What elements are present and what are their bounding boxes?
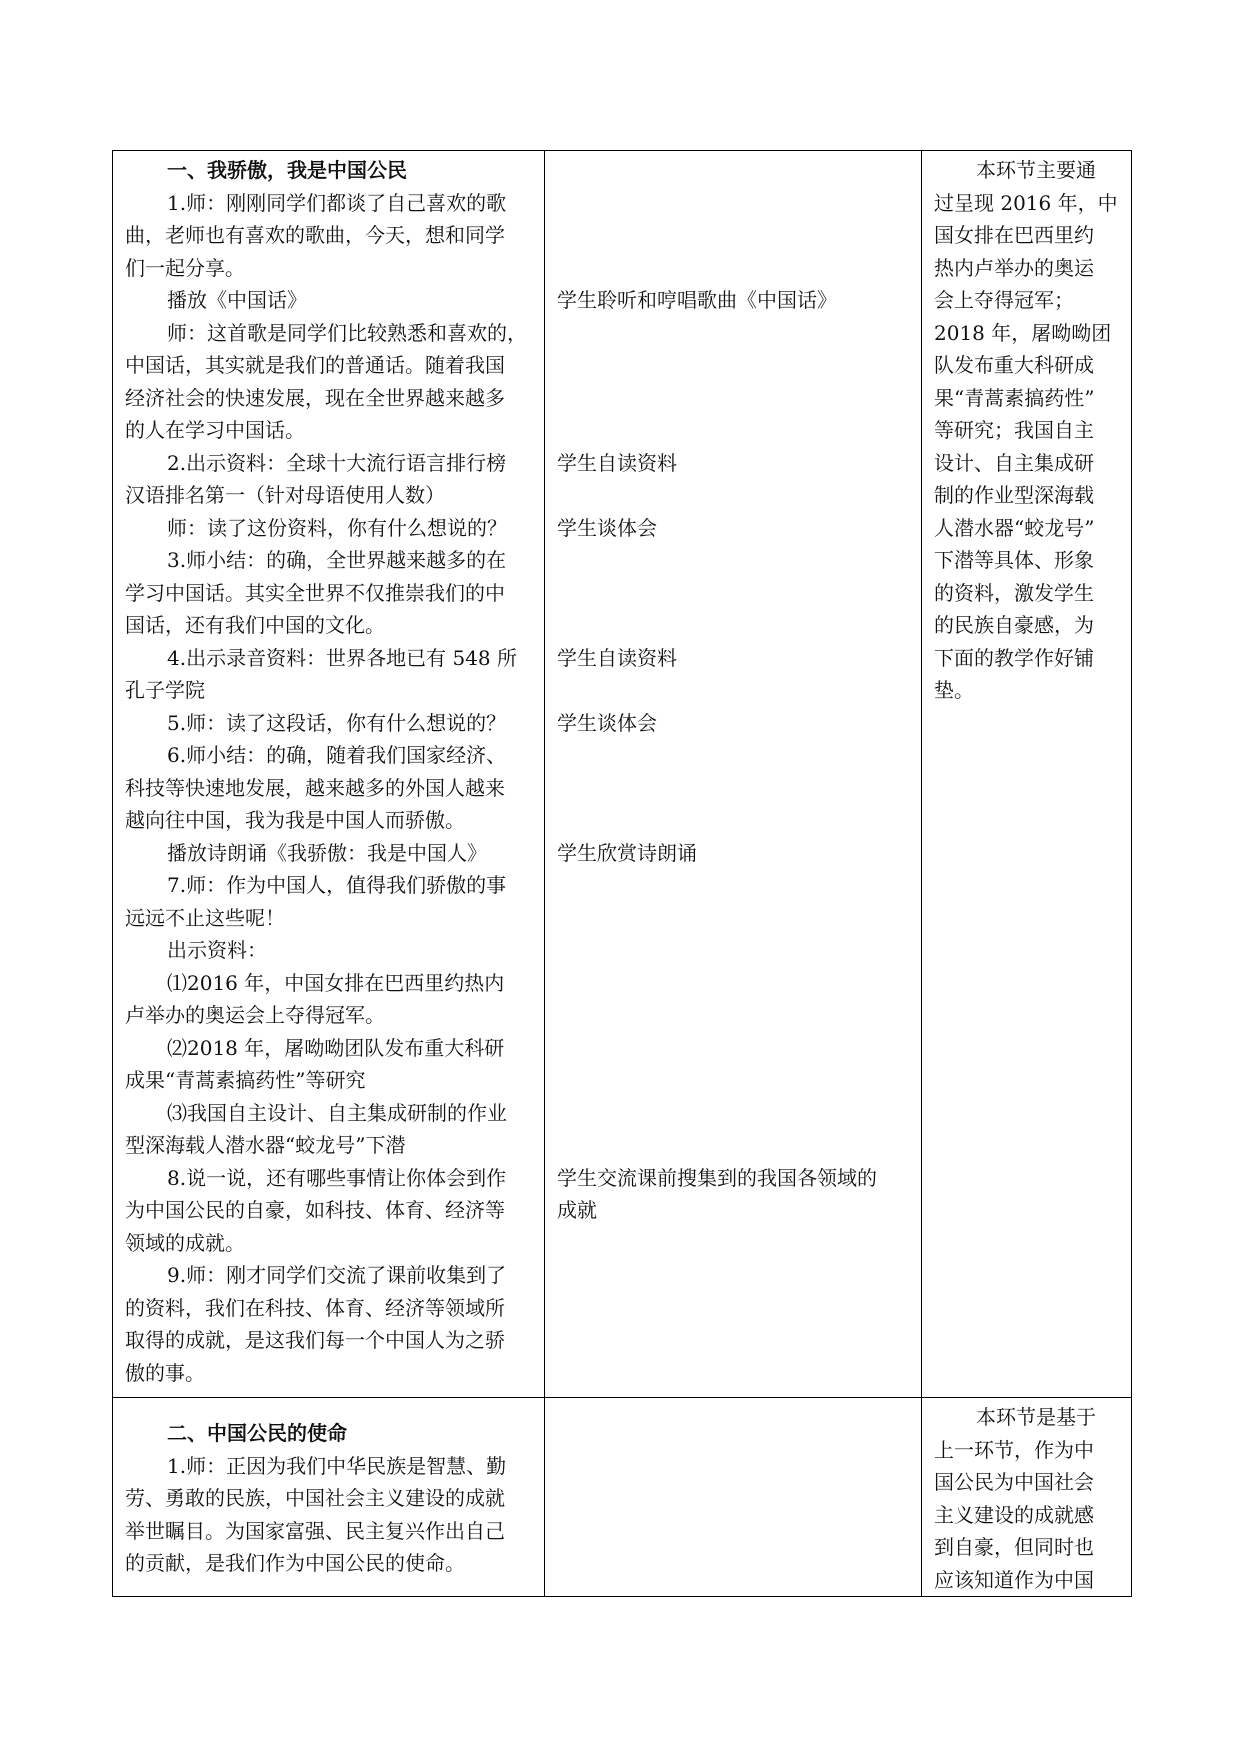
- text-line: 1.师：刚刚同学们都谈了自己喜欢的歌: [167, 190, 507, 215]
- text-line: 2018 年，屠呦呦团: [934, 320, 1112, 345]
- text-line: 5.师：读了这段话，你有什么想说的？: [167, 710, 507, 735]
- table-row: [113, 1398, 1132, 1597]
- text-line: 科技等快速地发展，越来越多的外国人越来: [125, 775, 505, 800]
- text-line: 7.师：作为中国人，值得我们骄傲的事: [167, 873, 507, 897]
- text-line: 3.师小结：的确，全世界越来越多的在: [167, 548, 507, 572]
- text-line: 师：这首歌是同学们比较熟悉和喜欢的，: [167, 320, 527, 345]
- text-line: 师：读了这份资料，你有什么想说的？: [167, 515, 507, 540]
- text-line: 傲的事。: [125, 1360, 205, 1385]
- text-line: 曲，老师也有喜欢的歌曲，今天，想和同学: [125, 223, 505, 247]
- text-line: 本环节主要通: [976, 158, 1096, 182]
- lesson-plan-table: [112, 150, 1132, 1597]
- text-line: 越向往中国，我为我是中国人而骄傲。: [125, 808, 465, 832]
- text-line: 过呈现 2016 年，中: [934, 190, 1118, 215]
- text-line: 国公民为中国社会: [934, 1470, 1094, 1494]
- student-activity-text: 学生欣赏诗朗诵: [557, 840, 697, 865]
- text-line: 举世瞩目。为国家富强、民主复兴作出自己: [125, 1518, 505, 1543]
- text-line: 设计、自主集成研: [934, 450, 1094, 475]
- text-line: 9.师：刚才同学们交流了课前收集到了: [167, 1263, 507, 1287]
- text-line: 的资料，我们在科技、体育、经济等领域所: [125, 1295, 505, 1320]
- text-line: 经济社会的快速发展，现在全世界越来越多: [125, 385, 505, 410]
- student-activity-text: 学生自读资料: [557, 645, 677, 670]
- text-line: 成果“青蒿素搞药性”等研究: [125, 1068, 366, 1092]
- student-activity-text: 学生谈体会: [557, 710, 657, 735]
- text-line: 远远不止这些呢！: [125, 905, 285, 930]
- text-line: 等研究；我国自主: [934, 418, 1094, 442]
- section-heading: 二、中国公民的使命: [167, 1421, 347, 1445]
- teacher-activity-cell: [113, 151, 545, 1398]
- student-activity-text: 学生聆听和哼唱歌曲《中国话》: [557, 288, 837, 312]
- text-line: 出示资料：: [167, 938, 267, 962]
- text-line: 型深海载人潜水器“蛟龙号”下潜: [125, 1133, 406, 1157]
- table-row: [113, 151, 1132, 1398]
- text-line: 的资料，激发学生: [934, 580, 1094, 605]
- text-line: 1.师：正因为我们中华民族是智慧、勤: [167, 1453, 507, 1478]
- text-line: 应该知道作为中国: [934, 1567, 1094, 1592]
- design-intent-cell: [922, 151, 1132, 1398]
- text-line: 国话，还有我们中国的文化。: [125, 613, 385, 637]
- student-activity-text: 学生交流课前搜集到的我国各领域的: [557, 1165, 877, 1190]
- section-heading: 一、我骄傲，我是中国公民: [167, 158, 407, 182]
- text-line: 们一起分享。: [125, 255, 245, 280]
- text-line: 汉语排名第一（针对母语使用人数）: [125, 483, 445, 507]
- text-line: 学习中国话。其实全世界不仅推崇我们的中: [125, 580, 505, 605]
- text-line: 的人在学习中国话。: [125, 418, 305, 442]
- text-line: 中国话，其实就是我们的普通话。随着我国: [125, 353, 505, 377]
- text-line: ⑴2016 年，中国女排在巴西里约热内: [167, 970, 505, 995]
- text-line: 4.出示录音资料：世界各地已有 548 所: [167, 645, 517, 670]
- text-line: 人潜水器“蛟龙号”: [934, 515, 1095, 540]
- text-line: 到自豪，但同时也: [934, 1535, 1094, 1559]
- text-line: 果“青蒿素搞药性”: [934, 385, 1095, 410]
- text-line: 播放《中国话》: [167, 288, 307, 312]
- student-activity-text: 学生谈体会: [557, 515, 657, 540]
- text-line: ⑶我国自主设计、自主集成研制的作业: [167, 1100, 507, 1125]
- teacher-activity-cell: [113, 1398, 545, 1597]
- text-line: 上一环节，作为中: [934, 1437, 1094, 1462]
- text-line: 劳、勇敢的民族，中国社会主义建设的成就: [125, 1486, 505, 1510]
- student-activity-text: 成就: [557, 1198, 597, 1222]
- text-line: 热内卢举办的奥运: [934, 255, 1094, 280]
- text-line: 为中国公民的自豪，如科技、体育、经济等: [125, 1198, 505, 1222]
- design-intent-cell: [922, 1398, 1132, 1597]
- text-line: 8.说一说，还有哪些事情让你体会到作: [167, 1165, 507, 1190]
- student-activity-cell: [545, 151, 922, 1398]
- text-line: 国女排在巴西里约: [934, 223, 1094, 247]
- text-line: 播放诗朗诵《我骄傲：我是中国人》: [167, 840, 487, 865]
- student-activity-cell: [545, 1398, 922, 1597]
- text-line: 下潜等具体、形象: [934, 548, 1094, 572]
- text-line: 2.出示资料：全球十大流行语言排行榜: [167, 450, 507, 475]
- text-line: 主义建设的成就感: [934, 1502, 1094, 1527]
- text-line: 下面的教学作好铺: [934, 645, 1094, 670]
- student-activity-text: 学生自读资料: [557, 450, 677, 475]
- text-line: 会上夺得冠军；: [934, 288, 1074, 312]
- text-line: 领域的成就。: [125, 1230, 245, 1255]
- text-line: 6.师小结：的确，随着我们国家经济、: [167, 743, 507, 767]
- text-line: 取得的成就，是这我们每一个中国人为之骄: [125, 1328, 505, 1352]
- text-line: 本环节是基于: [976, 1405, 1096, 1429]
- text-line: 的民族自豪感，为: [934, 613, 1094, 637]
- text-line: ⑵2018 年，屠呦呦团队发布重大科研: [167, 1035, 505, 1060]
- text-line: 制的作业型深海载: [934, 483, 1094, 507]
- text-line: 孔子学院: [125, 678, 205, 702]
- text-line: 垫。: [934, 678, 974, 702]
- text-line: 卢举办的奥运会上夺得冠军。: [125, 1003, 385, 1027]
- text-line: 的贡献，是我们作为中国公民的使命。: [125, 1551, 465, 1575]
- text-line: 队发布重大科研成: [934, 353, 1094, 377]
